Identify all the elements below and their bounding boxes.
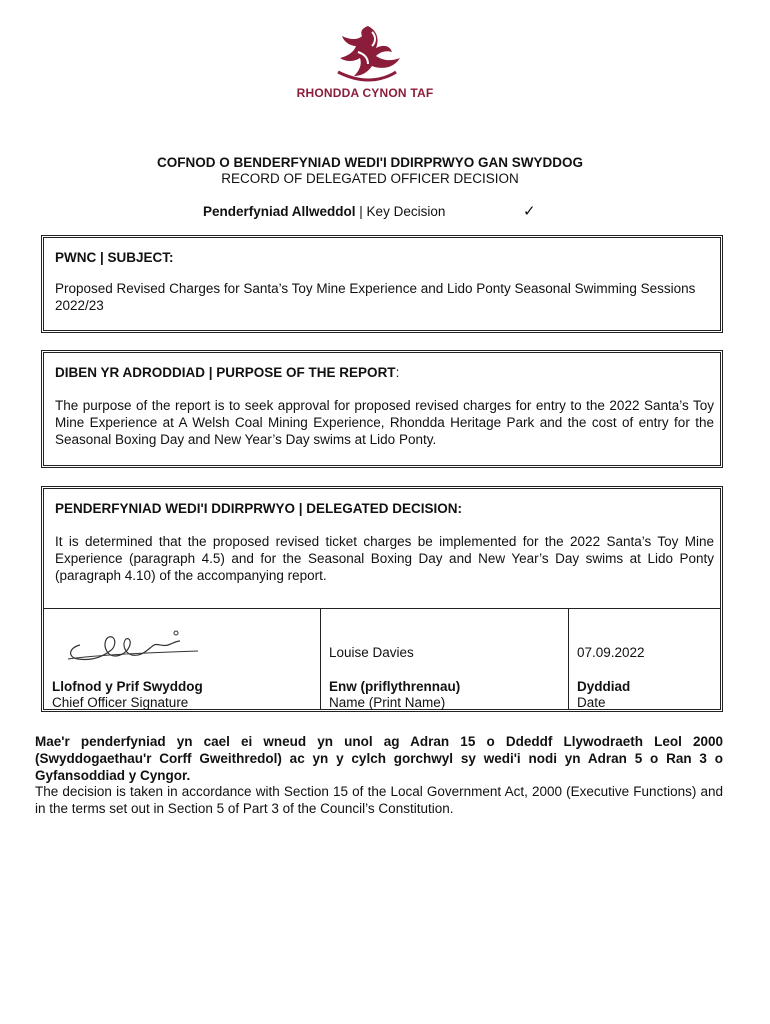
key-decision-english: | Key Decision	[359, 204, 446, 219]
subject-body: Proposed Revised Charges for Santa’s Toy Mine Experience and Lido Ponty Seasonal Swimming Sessions 2022/23	[55, 281, 696, 313]
name-cell	[321, 609, 569, 709]
name-value: Louise Davies	[329, 645, 414, 660]
key-decision-welsh: Penderfyniad Allweddol	[203, 204, 356, 219]
signature-cell	[44, 609, 321, 709]
decision-heading: PENDERFYNIAD WEDI'I DDIRPRWYO | DELEGATED DECISION:	[55, 501, 463, 516]
purpose-heading-wrap	[55, 365, 399, 380]
purpose-body: The purpose of the report is to seek approval for proposed revised charges for entry to the 2022 Santa’s Toy Mine Experience at A Welsh Coal Mining Experience, Rhondda Heritage Park and the cost of entry for the Seasonal Boxing Day and New Year’s Day swims at Lido Ponty.	[55, 398, 714, 447]
title-english: RECORD OF DELEGATED OFFICER DECISION	[221, 171, 519, 186]
date-value: 07.09.2022	[577, 645, 645, 660]
key-decision-label	[203, 204, 445, 219]
subject-box	[41, 235, 723, 333]
council-logo	[285, 22, 445, 112]
footer-english: The decision is taken in accordance with Section 15 of the Local Government Act, 2000 (Executive Functions) and in the terms set out in Section 5 of Part 3 of the Council’s Constitution.	[35, 784, 723, 816]
decision-box	[41, 486, 723, 712]
name-label-english: Name (Print Name)	[329, 695, 446, 710]
signature-label-english: Chief Officer Signature	[52, 695, 189, 710]
date-label-welsh: Dyddiad	[577, 679, 631, 694]
date-cell	[569, 609, 720, 709]
checkmark-icon: ✓	[523, 203, 536, 220]
logo-text: RHONDDA CYNON TAF	[296, 86, 434, 100]
purpose-box	[41, 350, 723, 468]
name-label-welsh: Enw (priflythrennau)	[329, 679, 461, 694]
footer-welsh: Mae'r penderfyniad yn cael ei wneud yn unol ag Adran 15 o Ddeddf Llywodraeth Leol 2000 (Swyddogaethau'r Corff Gweithredol) ac yn y cylch gorchwyl sy wedi'i nodi yn Adran 5 o Ran 3 o Gyfansoddiad y Cyngor.	[35, 734, 723, 783]
purpose-heading: DIBEN YR ADRODDIAD | PURPOSE OF THE REPORT	[55, 365, 396, 380]
date-label-english: Date	[577, 695, 606, 710]
purpose-heading-colon: :	[395, 365, 400, 380]
decision-body: It is determined that the proposed revised ticket charges be implemented for the 2022 Santa’s Toy Mine Experience (paragraph 4.5) and for the Seasonal Boxing Day and New Year’s Day swims at Lido Ponty (paragraph 4.10) of the accompanying report.	[55, 534, 714, 583]
signature-row	[44, 608, 720, 709]
handwritten-signature	[58, 623, 208, 665]
subject-heading: PWNC | SUBJECT:	[55, 250, 174, 265]
dragon-emblem-icon	[310, 22, 420, 86]
title-welsh: COFNOD O BENDERFYNIAD WEDI'I DDIRPRWYO GAN SWYDDOG	[157, 155, 583, 170]
signature-label-welsh: Llofnod y Prif Swyddog	[52, 679, 203, 694]
